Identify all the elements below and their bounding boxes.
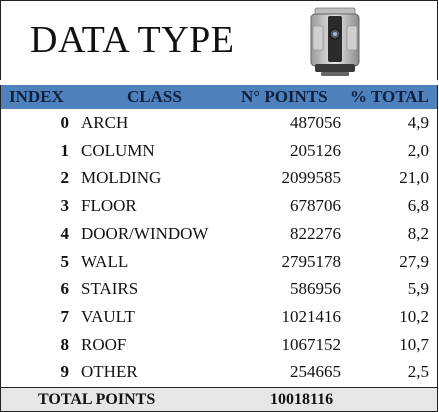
- cell-points: 205126: [290, 140, 341, 160]
- cell-points: 1067152: [281, 334, 341, 354]
- cell-pct: 2,0: [407, 140, 429, 160]
- header-total: % TOTAL: [350, 87, 429, 106]
- table-row: [1, 303, 437, 331]
- table-row: [1, 220, 437, 248]
- cell-points: 1021416: [281, 306, 341, 326]
- cell-pct: 8,2: [407, 223, 429, 243]
- cell-index: 1: [60, 140, 69, 160]
- cell-class: OTHER: [81, 362, 138, 382]
- cell-class: STAIRS: [81, 279, 139, 299]
- cell-pct: 21,0: [399, 168, 429, 188]
- cell-class: VAULT: [81, 306, 135, 326]
- table-header: [0, 85, 438, 109]
- cell-index: 0: [60, 113, 69, 132]
- cell-points: 2795178: [281, 251, 341, 271]
- table-row: [1, 331, 437, 359]
- total-value: 10018116: [270, 391, 334, 408]
- table-row: [1, 275, 437, 303]
- cell-pct: 27,9: [399, 251, 429, 271]
- cell-index: 4: [60, 223, 69, 243]
- header-index: INDEX: [9, 87, 64, 106]
- cell-class: MOLDING: [81, 168, 162, 188]
- cell-index: 5: [60, 251, 69, 271]
- table-row: [1, 164, 437, 192]
- cell-index: 3: [60, 196, 69, 216]
- cell-class: ROOF: [81, 334, 127, 354]
- cell-pct: 5,9: [407, 279, 429, 299]
- header-points: N° POINTS: [241, 87, 328, 106]
- cell-class: DOOR/WINDOW: [81, 223, 209, 243]
- cell-pct: 6,8: [407, 196, 429, 216]
- cell-class: WALL: [81, 251, 129, 271]
- cell-class: COLUMN: [81, 140, 155, 160]
- cell-index: 8: [60, 334, 69, 354]
- page-title: DATA TYPE: [30, 19, 235, 61]
- cell-points: 822276: [290, 223, 341, 243]
- cell-points: 586956: [290, 279, 341, 299]
- cell-index: 2: [60, 168, 69, 188]
- cell-points: 254665: [290, 362, 341, 382]
- cell-index: 7: [60, 306, 69, 326]
- table-row: [1, 109, 437, 137]
- cell-points: 678706: [290, 196, 341, 216]
- total-row: [0, 387, 438, 412]
- total-label: TOTAL POINTS: [38, 391, 156, 408]
- table-row: [1, 358, 437, 386]
- title-bar: [0, 0, 438, 80]
- cell-points: 487056: [290, 113, 341, 132]
- cell-pct: 10,2: [399, 306, 429, 326]
- table-body: [0, 109, 438, 387]
- cell-pct: 10,7: [399, 334, 429, 354]
- header-class: CLASS: [127, 87, 182, 106]
- cell-index: 6: [60, 279, 69, 299]
- cell-pct: 2,5: [407, 362, 429, 382]
- cell-class: ARCH: [81, 113, 129, 132]
- table-row: [1, 248, 437, 276]
- cell-index: 9: [60, 362, 69, 382]
- cell-points: 2099585: [281, 168, 341, 188]
- table-row: [1, 137, 437, 165]
- table-row: [1, 192, 437, 220]
- laser-scanner-icon: [301, 4, 369, 78]
- cell-class: FLOOR: [81, 196, 137, 216]
- cell-pct: 4,9: [407, 113, 429, 132]
